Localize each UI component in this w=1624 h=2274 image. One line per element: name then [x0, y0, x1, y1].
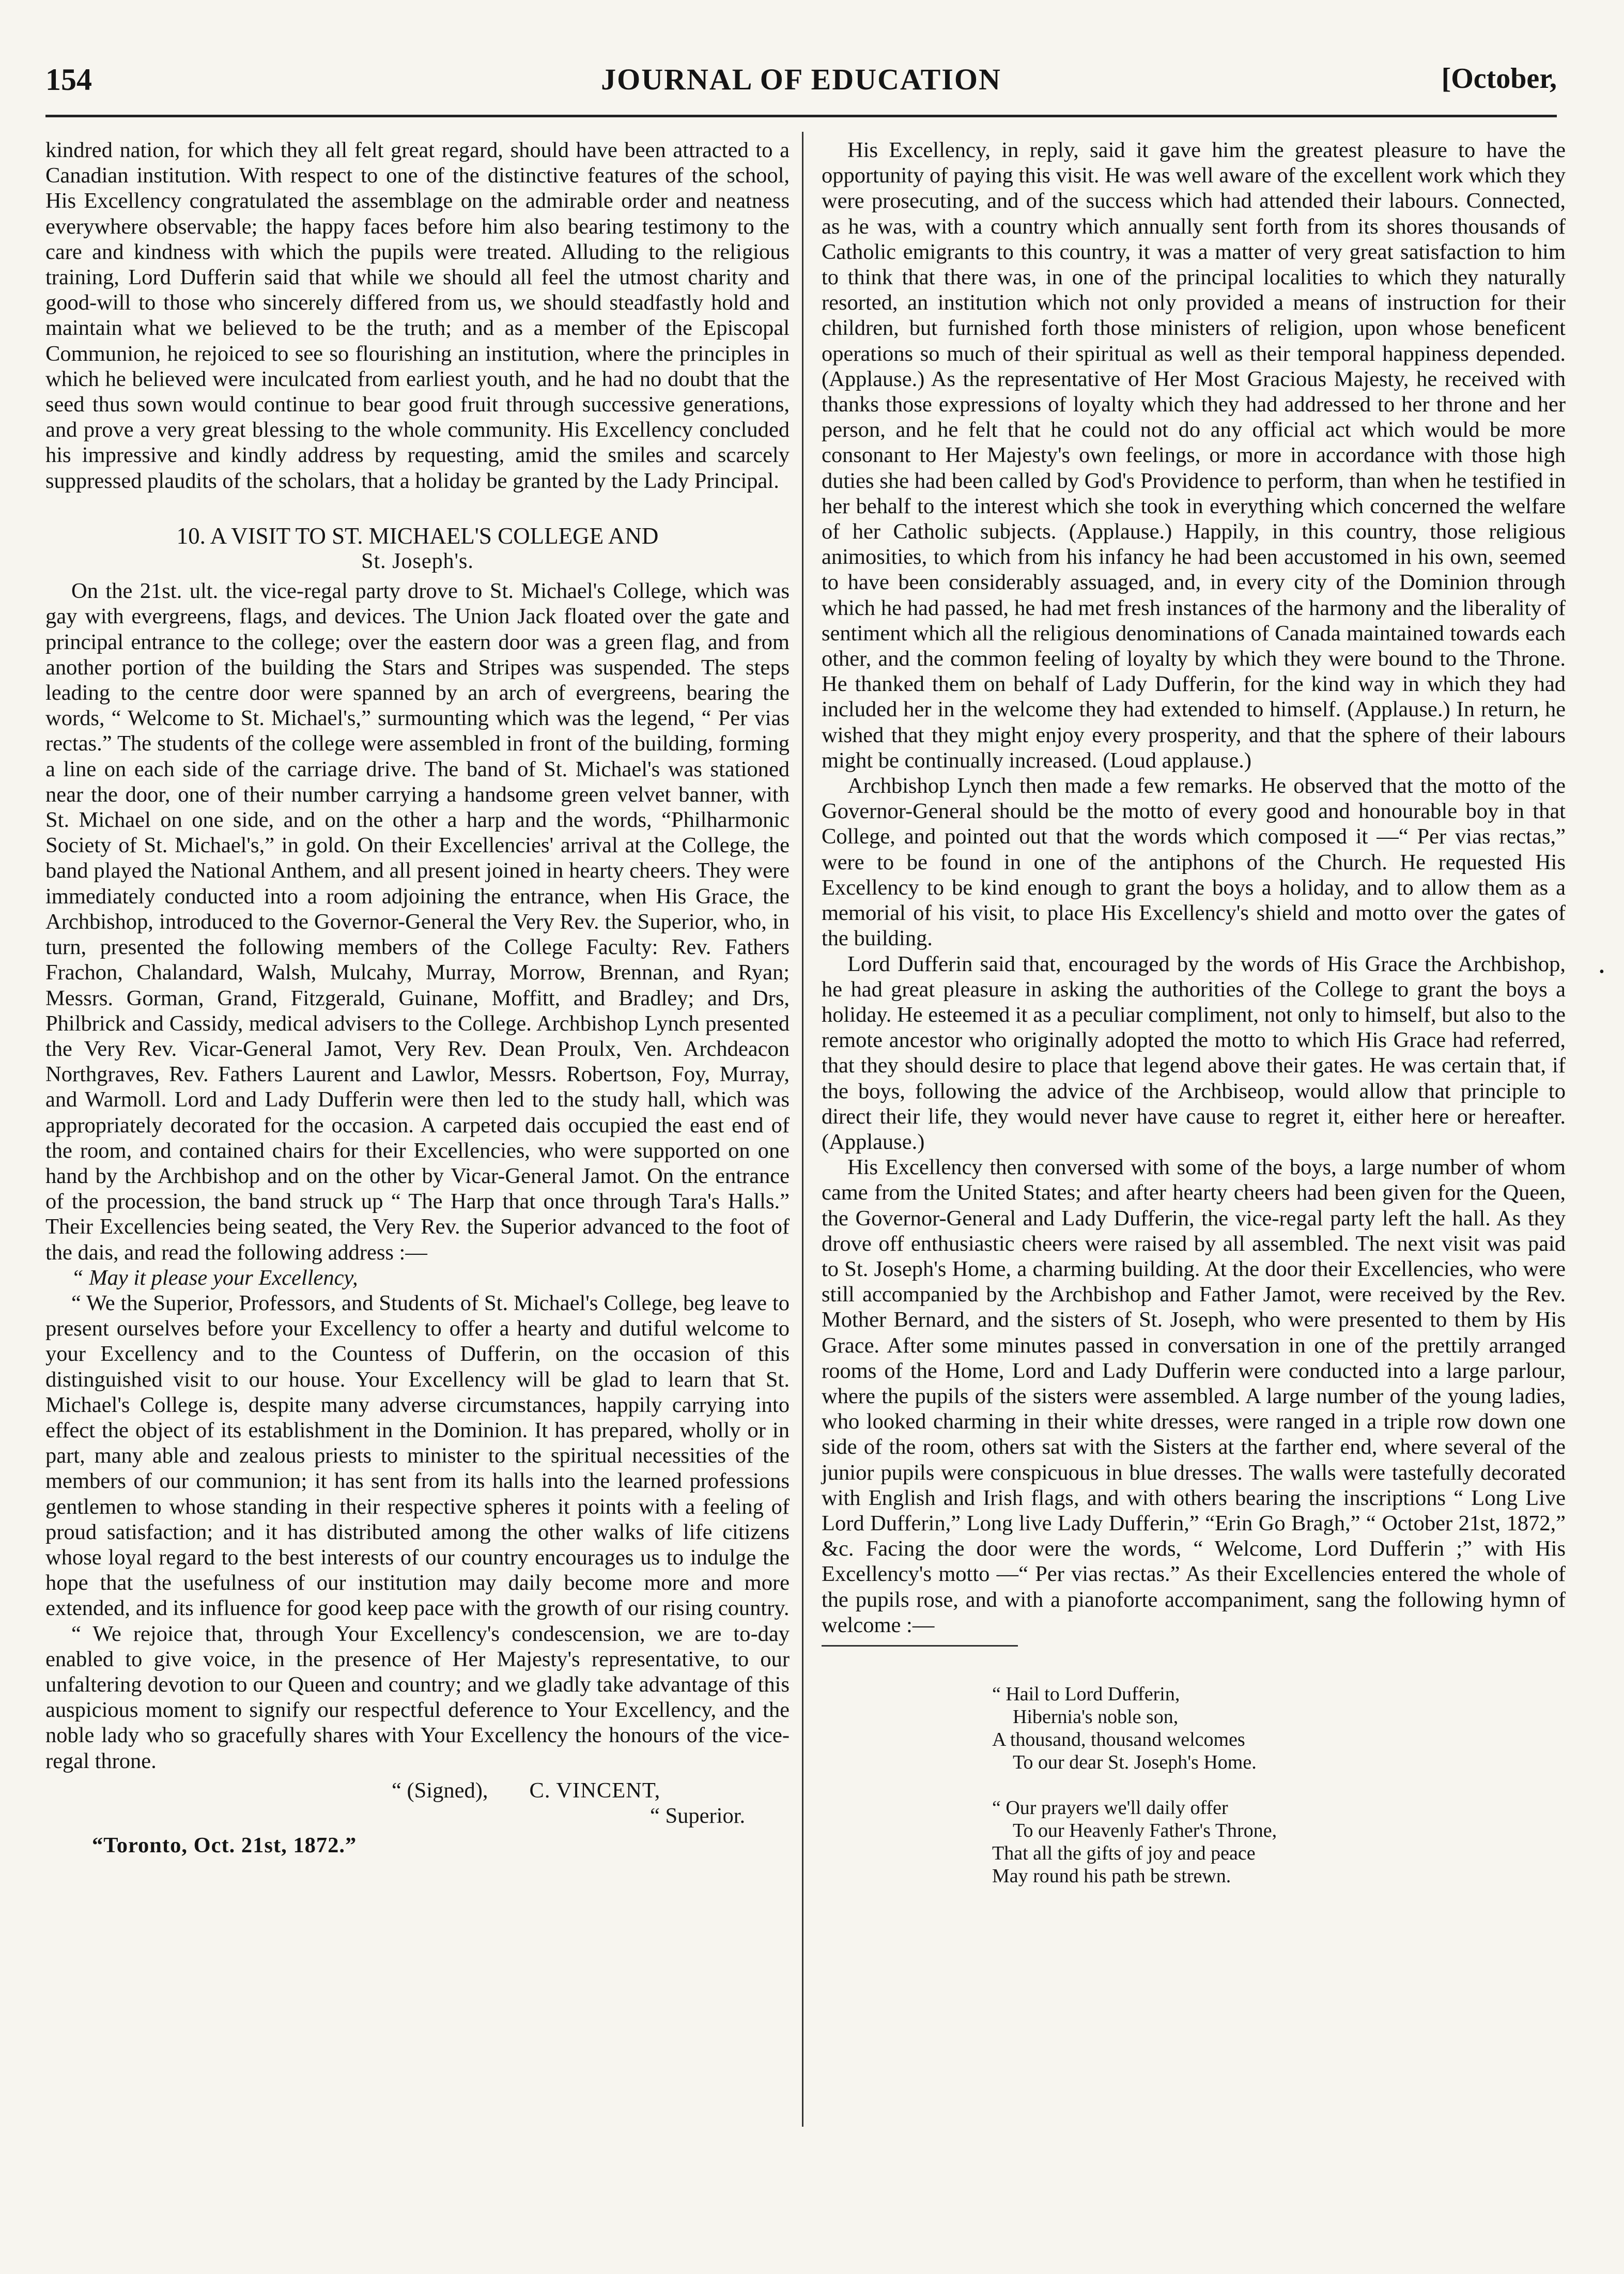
hymn-line: A thousand, thousand welcomes [992, 1728, 1245, 1750]
journal-title: JOURNAL OF EDUCATION [601, 63, 1001, 96]
address-salutation: “ May it please your Excellency, [71, 1265, 358, 1290]
address-paragraph-1: “ We the Superior, Professors, and Students of St. Michael's College, beg leave to present ourselves before your Excellency to offer a hearty and dutiful welcome to your Excellency and to the Countess of Dufferin, on the occasion of this distinguished visit to our house. Your Excellency will be glad to learn that St. Michael's College is, despite many adverse circumstances, happily carrying into effect the object of its establishment in the Dominion. It has prepared, wholly or in part, many able and zealous priests to minister to the spiritual necessities of the members of our communion; it has sent from its halls into the learned professions gentlemen to whose standing in their respective spheres it points with a feeling of proud satisfaction; and it has distributed among the other walks of life citizens whose loyal regard to the best interests of our country encourages us to indulge the hope that the usefulness of our institution may daily become more and more extended, and its influence for good keep pace with the growth of our rising country. [45, 1290, 790, 1621]
reply-paragraph: His Excellency, in reply, said it gave him the greatest pleasure to have the opportunity of paying this visit. He was well aware of the excellent work which they were prosecuting, and of the success which had attended their labours. Connected, as he was, with a country which annually sent forth from its shores thousands of Catholic emigrants to this country, it was a matter of very great satisfaction to him to think that there was, in one of the principal localities to which they naturally resorted, an institution which not only provided a means of instruction for their children, but furnished forth those ministers of religion, upon whose beneficent operations so much of their spiritual as well as their temporal happiness depended. (Applause.) As the representative of Her Most Gracious Majesty, he received with thanks those expressions of loyalty which they had addressed to her throne and her person, and he felt that he could not do any official act which would be more consonant to Her Majesty's own feelings, or more in accordance with those high duties she had been called by God's Providence to perform, than when he testified in her behalf to the interest which she took in everything which concerned the welfare of her Catholic subjects. (Applause.) Happily, in this country, those religious animosities, to which from his infancy he had been accustomed in his own, seemed to have been considerably assuaged, and, in every city of the Dominion through which he had passed, he had met fresh instances of the harmony and the liberality of sentiment which all the religious denominations of Canada maintained towards each other, and the common feeling of loyalty by which they were bound to the Throne. He thanked them on behalf of Lady Dufferin, for the kind way in which they had included her in the welcome they had extended to himself. (Applause.) In return, he wished that they might enjoy every prosperity, and that the sphere of their labours might be continually increased. (Loud applause.) [822, 138, 1566, 773]
page-number: 154 [45, 63, 92, 97]
dateline: “Toronto, Oct. 21st, 1872.” [92, 1833, 357, 1858]
hymn-stanza-1 [992, 1683, 1566, 1774]
issue-month: [October, [1441, 63, 1557, 95]
column-divider [802, 132, 803, 2127]
archbishop-paragraph: Archbishop Lynch then made a few remarks. He observed that the motto of the Governor-General should be the motto of every good and honourable boy in that College, and pointed out that the words which composed it —“ Per vias rectas,” were to be found in one of the antiphons of the Church. He requested His Excellency to be kind enough to grant the boys a holiday, and to allow them as a memorial of his visit, to place His Excellency's shield and motto over the gates of the building. [822, 774, 1566, 951]
dufferin-paragraph: Lord Dufferin said that, encouraged by the words of His Grace the Archbishop, he had great pleasure in asking the authorities of the College to grant the boys a holiday. He esteemed it as a peculiar compliment, not only to himself, but also to the remote ancestor who originally adopted the motto to which His Grace had referred, that they should desire to place that legend above their gates. He was certain that, if the boys, following the advice of the Archbiseop, would allow that principle to direct their life, they would never have cause to regret it, either here or hereafter. (Applause.) [822, 951, 1566, 1154]
section-subtitle: St. Joseph's. [361, 549, 474, 574]
hymn-line: “ Hail to Lord Dufferin, [992, 1683, 1180, 1705]
hymn-line: “ Our prayers we'll daily offer [992, 1796, 1228, 1819]
visit-paragraph: On the 21st. ult. the vice-regal party drove to St. Michael's College, which was gay with evergreens, flags, and devices. The Union Jack floated over the gate and principal entrance to the college; over the eastern door was a green flag, and from another portion of the building the Stars and Stripes was suspended. The steps leading to the centre door were spanned by an arch of evergreens, bearing the words, “ Welcome to St. Michael's,” surmounting which was the legend, “ Per vias rectas.” The students of the college were assembled in front of the building, forming a line on each side of the carriage drive. The band of St. Michael's was stationed near the door, one of their number carrying a handsome green velvet banner, with St. Michael on one side, and on the other a harp and the words, “Philharmonic Society of St. Michael's,” in gold. On their Excellencies' arrival at the College, the band played the National Anthem, and all present joined in hearty cheers. They were immediately conducted into a room adjoining the entrance, when His Grace, the Archbishop, introduced to the Governor-General the Very Rev. the Superior, who, in turn, presented the following members of the College Faculty: Rev. Fathers Frachon, Chalandard, Walsh, Mulcahy, Murray, Morrow, Brennan, and Ryan; Messrs. Gorman, Grand, Fitzgerald, Guinane, Moffitt, and Bradley; and Drs, Philbrick and Cassidy, medical advisers to the College. Archbishop Lynch presented the Very Rev. Vicar-General Jamot, Very Rev. Dean Proulx, Ven. Archdeacon Northgraves, Rev. Fathers Laurent and Lawlor, Messrs. Robertson, Foy, Murray, and Warmoll. Lord and Lady Dufferin were then led to the study hall, which was appropriately decorated for the occasion. A carpeted dais occupied the east end of the room, and contained chairs for their Excellencies, who were supported on one hand by the Archbishop and on the other by Vicar-General Jamot. On the entrance of the procession, the band struck up “ The Harp that once through Tara's Halls.” Their Excellencies being seated, the Very Rev. the Superior advanced to the foot of the dais, and read the following address :— [45, 579, 790, 1265]
signer-title: “ Superior. [650, 1804, 746, 1828]
signed-label: “ (Signed), [392, 1778, 488, 1803]
hymn-stanza-2 [992, 1796, 1566, 1887]
left-column [45, 137, 790, 1858]
hymn-line: That all the gifts of joy and peace [992, 1842, 1256, 1864]
hymn-line: May round his path be strewn. [992, 1865, 1231, 1887]
hymn-line: To our Heavenly Father's Throne, [1013, 1819, 1277, 1841]
signature-line [45, 1778, 790, 1803]
intro-paragraph: kindred nation, for which they all felt great regard, should have been attracted to a Canadian institution. With respect to one of the distinctive features of the school, His Excellency congratulated the assemblage on the admirable order and neatness everywhere observable; the happy faces before him also bearing testimony to the care and kindness with which the pupils were treated. Alluding to the religious training, Lord Dufferin said that while we should all feel the utmost charity and good-will to those who sincerely differed from us, we should steadfastly hold and maintain what we believed to be the truth; and as a member of the Episcopal Communion, he rejoiced to see so flourishing an institution, where the principles in which he believed were inculcated from earliest youth, and he had no doubt that the seed thus sown would continue to bear good fruit through successive generations, and prove a very great blessing to the whole community. His Excellency concluded his impressive and kindly address by requesting, amid the smiles and scarcely suppressed plaudits of the scholars, that a holiday be granted by the Lady Principal. [45, 138, 790, 493]
signer-name: C. VINCENT, [529, 1778, 661, 1803]
right-column [822, 137, 1566, 1910]
page-header [45, 62, 1557, 112]
st-joseph-paragraph: His Excellency then conversed with some of the boys, a large number of whom came from the United States; and after hearty cheers had been given for the Queen, the Governor-General and Lady Dufferin, the vice-regal party left the hall. As they drove off enthusiastic cheers were raised by all assembled. The next visit was paid to St. Joseph's Home, a charming building. At the door their Excellencies, who were still accompanied by the Archbishop and Father Jamot, were received by the Rev. Mother Bernard, and the sisters of St. Joseph, who were presented to them by His Grace. After some minutes passed in conversation in one of the prettily arranged rooms of the Home, Lord and Lady Dufferin were conducted into a large parlour, where the pupils of the sisters were assembled. A large number of the young ladies, who looked charming in their white dresses, were ranged in a triple row down one side of the room, others sat with the Sisters at the farther end, where several of the junior pupils were conspicuous in blue dresses. The walls were tastefully decorated with English and Irish flags, and with others bearing the inscriptions “ Long Live Lord Dufferin,” Long live Lady Dufferin,” “Erin Go Bragh,” “ October 21st, 1872,” &c. Facing the door were the words, “ Welcome, Lord Dufferin ;” with His Excellency's motto —“ Per vias rectas.” As their Excellencies entered the whole of the pupils rose, and with a pianoforte accompaniment, sang the following hymn of welcome :— [822, 1155, 1566, 1637]
hymn [822, 1683, 1566, 1887]
address-paragraph-2: “ We rejoice that, through Your Excellency's condescension, we are to-day enabled to give voice, in the presence of Her Majesty's representative, to our unfaltering devotion to our Queen and country; and we gladly take advantage of this auspicious moment to signify our respectful deference to Your Excellency, and the noble lady who so gracefully shares with Your Excellency the honours of the vice-regal throne. [45, 1621, 790, 1773]
hymn-line: To our dear St. Joseph's Home. [1013, 1751, 1257, 1773]
hymn-line: Hibernia's noble son, [1013, 1706, 1179, 1728]
paragraph-end-rule [822, 1645, 1018, 1647]
header-rule [45, 115, 1557, 117]
section-title: 10. A VISIT TO ST. MICHAEL'S COLLEGE AND [176, 523, 659, 549]
margin-mark: • [1599, 964, 1604, 980]
